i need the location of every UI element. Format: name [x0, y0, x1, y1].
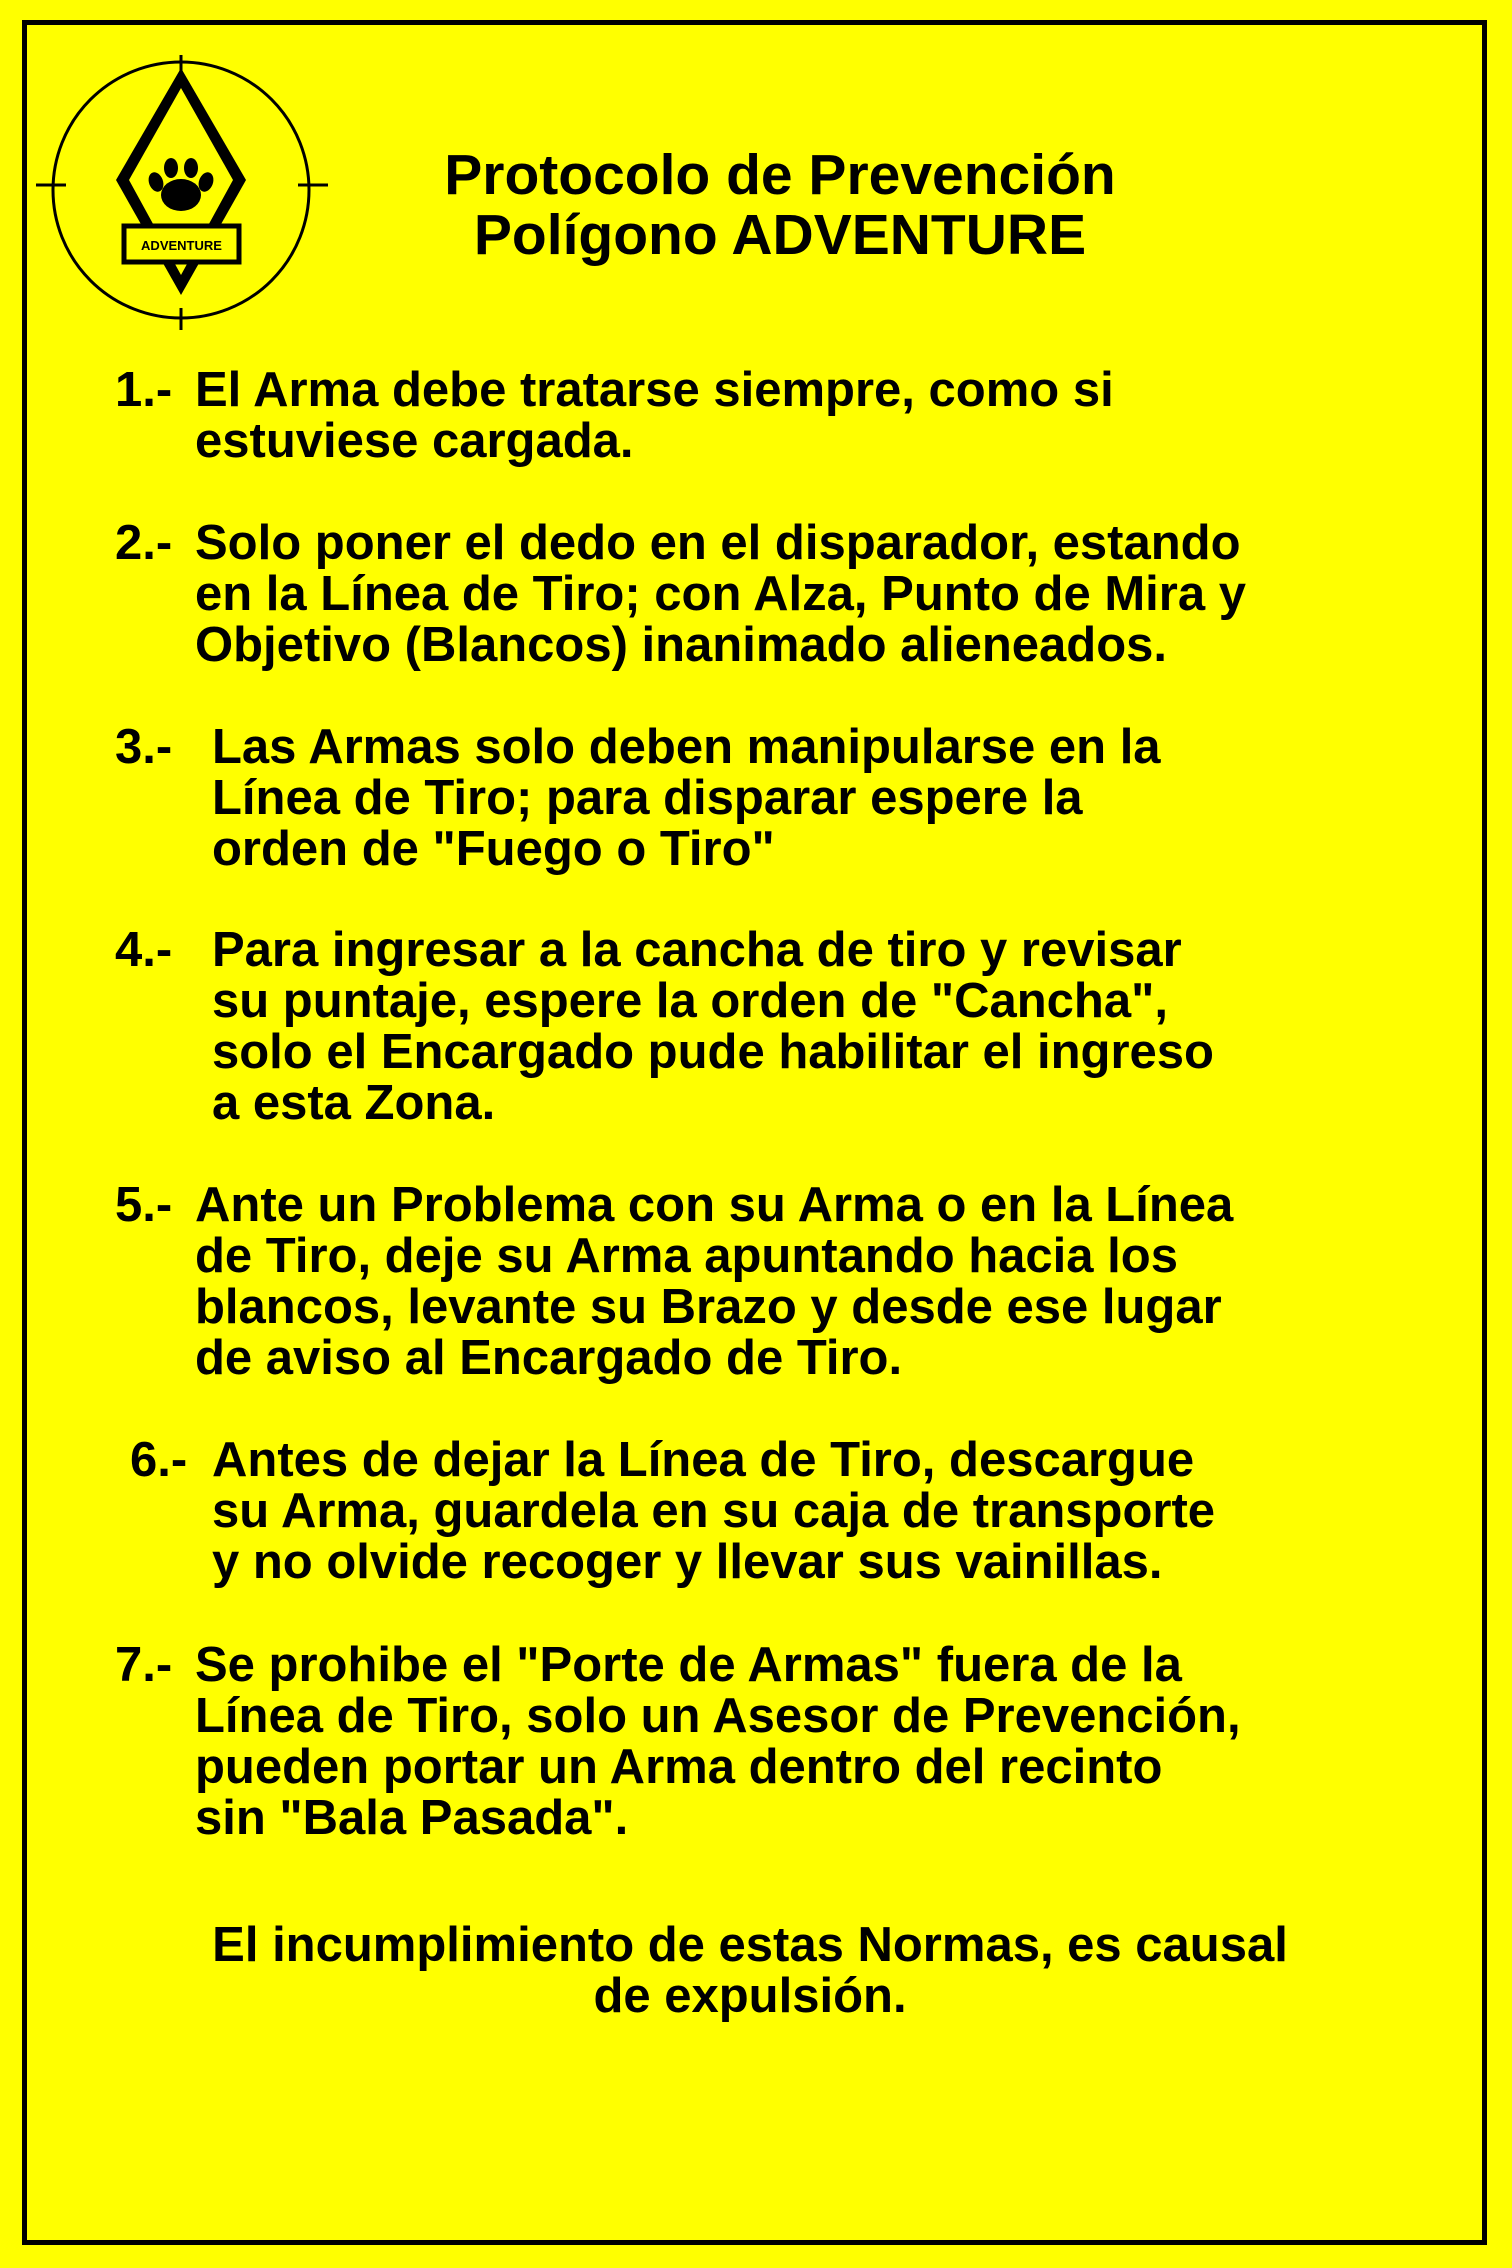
rule-line: y no olvide recoger y llevar sus vainillas. [212, 1535, 1163, 1589]
rule-number: 6.- [130, 1433, 188, 1487]
rule-number: 1.- [115, 363, 173, 417]
rule-number: 2.- [115, 516, 173, 570]
footer-line-1: El incumplimiento de estas Normas, es causal [212, 1918, 1288, 1972]
rule-line: su Arma, guardela en su caja de transporte [212, 1484, 1216, 1538]
rule-line: sin "Bala Pasada". [195, 1791, 629, 1845]
rule-number: 7.- [115, 1638, 173, 1692]
rule-item [115, 722, 1161, 875]
rule-line: Las Armas solo deben manipularse en la [212, 720, 1161, 774]
rule-item [130, 1435, 1215, 1588]
rule-line: de Tiro, deje su Arma apuntando hacia los [195, 1229, 1178, 1283]
rule-line: Se prohibe el "Porte de Armas" fuera de la [195, 1638, 1182, 1692]
rule-line: orden de "Fuego o Tiro" [212, 822, 775, 876]
rule-item [115, 1180, 1233, 1384]
rule-item [115, 518, 1246, 671]
rule-line: Antes de dejar la Línea de Tiro, descargue [212, 1433, 1195, 1487]
rule-line: solo el Encargado pude habilitar el ingreso [212, 1025, 1214, 1079]
rule-line: Para ingresar a la cancha de tiro y revisar [212, 923, 1182, 977]
rule-line: a esta Zona. [212, 1076, 496, 1130]
title-line-1: Protocolo de Prevención [444, 143, 1116, 207]
rule-line: de aviso al Encargado de Tiro. [195, 1331, 903, 1385]
footer-line-2: de expulsión. [593, 1969, 907, 2023]
badge-text: ADVENTURE [141, 238, 222, 253]
rule-line: Línea de Tiro; para disparar espere la [212, 771, 1083, 825]
rule-item [115, 1640, 1241, 1844]
expulsion-notice [100, 1920, 1400, 2022]
rule-number: 5.- [115, 1178, 173, 1232]
rule-line: Ante un Problema con su Arma o en la Línea [195, 1178, 1234, 1232]
rule-number: 3.- [115, 720, 173, 774]
rule-line: Solo poner el dedo en el disparador, estando [195, 516, 1241, 570]
rule-line: Objetivo (Blancos) inanimado alieneados. [195, 618, 1168, 672]
title-line-2: Polígono ADVENTURE [473, 203, 1087, 267]
rule-line: pueden portar un Arma dentro del recinto [195, 1740, 1163, 1794]
rule-line: en la Línea de Tiro; con Alza, Punto de Mira y [195, 567, 1246, 621]
rule-number: 4.- [115, 923, 173, 977]
rule-item [115, 365, 1114, 467]
rule-line: estuviese cargada. [195, 414, 634, 468]
rule-line: su puntaje, espere la orden de "Cancha", [212, 974, 1168, 1028]
rule-line: El Arma debe tratarse siempre, como si [195, 363, 1114, 417]
rule-line: Línea de Tiro, solo un Asesor de Prevención, [195, 1689, 1241, 1743]
rule-item [115, 925, 1214, 1129]
rule-line: blancos, levante su Brazo y desde ese lugar [195, 1280, 1222, 1334]
